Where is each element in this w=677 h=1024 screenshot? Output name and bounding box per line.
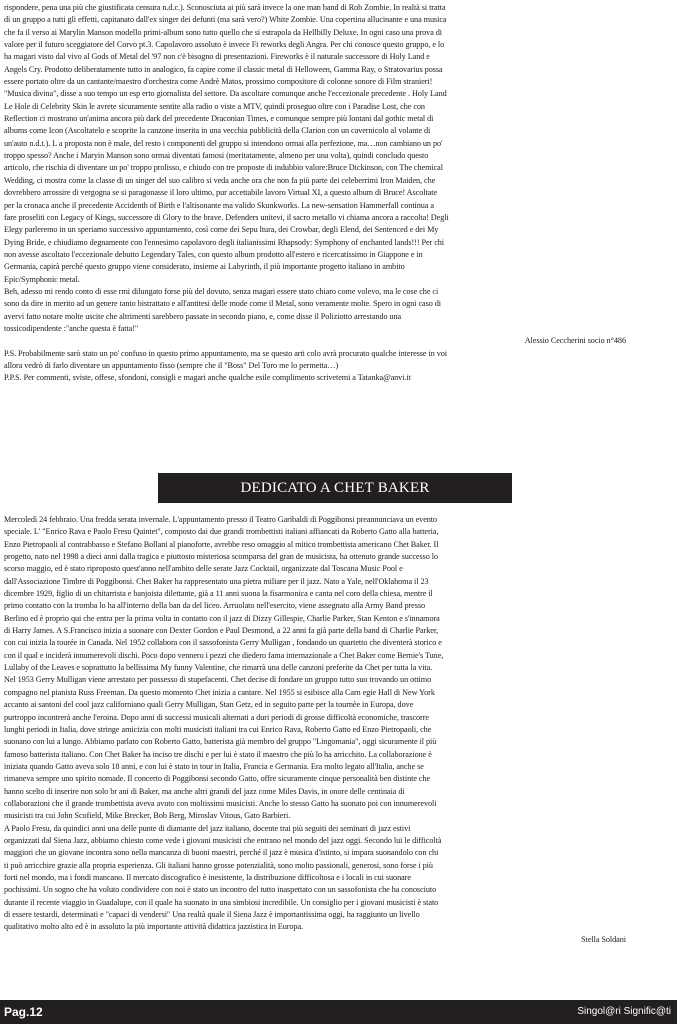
body-text-line: ha magari visto dal vivo al Gods of Metal del '97 non c'è bisogno di presentazioni. Fireworks è il naturale successore di Holy Land e <box>4 52 430 62</box>
body-text-line: troppo spesso? Anche i Maryin Manson sono ormai diventati famosi (meritatamente, almeno per una volta), quindi concludo questo <box>4 151 429 161</box>
body-text-line: musicisti tra cui John Scofield, Mike Brecker, Bob Berg, Miroslav Vitous, Gato Barbieri. <box>4 811 291 821</box>
body-text-line: A Paolo Fresu, da quindici anni una delle punte di diamante del jazz italiano, docente trai più seguiti dei seminari di jazz estivi <box>4 823 411 833</box>
body-text-line: che fa il verso ai Marylin Manson modello primi-album sono tutto quello che si estrapola da Hellbilly Deluxe. In ogni caso una prova di <box>4 27 443 37</box>
body-text-line: di un gruppo a tutti gli effetti, capitanato dall'ex singer dei defunti (ma sarà vero?) White Zombie. Una copertina allucinante e una musica <box>4 15 447 25</box>
article-title-banner <box>158 473 512 503</box>
article-metal-column <box>4 2 666 385</box>
body-text-line: fare proseliti con Legacy of Kings, successore di Glory to the brave. Defenders unitevi, il sacro metallo vi chiama ancora a raccolta! Degli <box>4 212 449 222</box>
body-text-line: famoso batterista italiano. Con Chet Baker ha inciso tre dischi e per lui è stato il maestro che più lo ha arricchito. La collaborazione è <box>4 749 432 759</box>
body-text-line: Berlino ed è proprio qui che entra per la prima volta in contatto con il jazz di Dizzy Gillespie, Charlie Parker, Stan Kenton e s'innamora <box>4 613 440 623</box>
body-text-line: rimaneva sempre uno spirito nomade. Il concerto di Poggibonsi secondo Gatto, offre sicuramente cinque personalità ben distinte che <box>4 774 431 784</box>
page-number: Pag.12 <box>4 1005 43 1019</box>
body-text-line: albums come Icon (Ascoltatelo e scoprite la canzone inserita in una vecchia pubblicità della Clarion con un cavernicolo al volante di <box>4 126 431 136</box>
body-text-line: Nel 1953 Gerry Mulligan viene arrestato per possesso di stupefacenti. Chet decise di fondare un gruppo tutto suo trovando un ottimo <box>4 675 432 685</box>
body-text-line: di essere testardi, determinati e "capaci di vendersi" Una realtà quale il Siena Jazz è importantissima oggi, ha raggiunto un livello <box>4 910 420 919</box>
body-text-line: ti può arricchire grazie alla propria esperienza. Gli italiani hanno grosse potenzialità, sono molto passionali, generosi, sono forse i più <box>4 860 433 870</box>
body-text-line: purtroppo incontrerà anche l'eroina. Dopo anni di successi musicali alternati a duri periodi di grosse difficoltà economiche, trascorre <box>4 712 429 722</box>
body-text-line: Beh, adesso mi rendo conto di esse rmi dilungato forse più del dovuto, senza magari essere stato chiaro come volevo, ma le cose che ci <box>4 286 439 296</box>
body-text-line: valore per il futuro sceggiatore del Corvo pt.3. Capolavoro assoluto è invece Fi reworks degli Angra. Per chi conosce questo gruppo, e lo <box>4 40 445 50</box>
body-text-line: non avesse ascoltato l'eccezionale debutto Legendary Tales, con questo album prodotto all'estero e ricercatissimo in Giappone e in <box>4 249 423 259</box>
body-text-line: Reflection ci mostrano un'anima ancora più dark del precedente Draconian Times, e comunque sempre più lontani dal gothic metal di <box>4 114 434 124</box>
body-text-line: per la cronaca anche il precedente Accidenth of Birth e l'altisonante ma valido Skunkworks. La new-sensation Hammerfall continua a <box>4 200 434 210</box>
body-text-line: dicembre 1929, figlio di un chitarrista e banjoista dilettante, già a 11 anni suona la fisarmonica e canta nel coro della chiesa, mentre il <box>4 589 433 599</box>
postscript-line: P.P.S. Per commenti, sviste, offese, sfondoni, consigli e magari anche qualche esile complimento scrivetemi a Tatanka@anvi.it <box>4 373 411 383</box>
body-text-line: con cui inizia la tourée in Canada. Nel 1952 collabora con il sassofonista Gerry Mulligan , fondando un quartetto che diventerà storico e <box>4 638 442 648</box>
body-text-line: Enzo Pietropaoli al contrabbasso e Stefano Bollani al pianoforte, avrebbe reso omaggio al mitico trombettista americano Chet Baker. Il <box>4 539 439 549</box>
body-text-line: un'auto n.d.t.). L a proposta non è male, del resto i componenti del gruppo si intendono ormai alla perfezione, ma…non cambiano un po' <box>4 138 443 148</box>
body-text-line: maggiori che un giovane incontra sono nella mancanza di buoni maestri, perché il jazz è musica d'istinto, si impara suonandolo con chi <box>4 848 439 858</box>
body-text-line: con il qual e inciderà innumerevoli dischi. Poco dopo vennero i pezzi che diedero fama internazionale a Chet Baker come Bernie's Tune, <box>4 650 444 660</box>
author-signature: Stella Soldani <box>581 934 626 944</box>
body-text-line: speciale. L' "Enrico Rava e Paolo Fresu Quintet", composto dai due grandi trombettisti italiani affiancati da Roberto Gatto alla batteria, <box>4 527 439 537</box>
body-text-line: organizzati dal Siena Jazz, abbiamo chiesto come vede i giovani musicisti che entrano nel mondo del jazz oggi. Secondo lui le difficoltà <box>4 835 442 845</box>
body-text-line: scorso maggio, ed è stato riproposto quest'anno nell'ambito delle serate Jazz Cocktail, organizzate dal Toscana Music Pool e <box>4 564 403 574</box>
body-text-line: Angels Cry. Prodotto deliberatamente tutto in analogico, fa capire come il classic metal di Helloween, Gamma Ray, o Stratovarius possa <box>4 64 443 74</box>
body-text-line: "Musica divina", disse a suo tempo un esp erto giornalista del settore. Da ascoltare comunque anche l'eccezionale precedente . Holy Land <box>4 89 447 99</box>
page-footer <box>0 1000 677 1024</box>
body-text-line: durante il recente viaggio in Guadalupe, con il quale ha suonato in una simbiosi incredibile. Un consiglio per i giovani musicisti è stato <box>4 897 439 907</box>
body-text-line: rispondere, pena una più che giustificata censura n.d.c.). Sconosciuta ai più sarà invece la one man band di Rob Zombie. In realtà si tratta <box>4 3 446 12</box>
author-signature: Alessio Ceccherini socio n°486 <box>524 336 626 346</box>
body-text-line: hanno scelto di inserire non solo br ani di Baker, ma anche altri grandi del jazz come Miles Davis, in onore delle centinaia di <box>4 786 405 796</box>
body-text-line: Germania, capirà perché questo gruppo viene considerato, insieme ai Labyrinth, il più importante progetto italiano in ambito <box>4 262 405 272</box>
body-text-line: collaborazioni che il grande trombettista aveva avuto con moltissimi musicisti. Anche lo stesso Gatto ha suonato poi con innumerevoli <box>4 798 437 808</box>
body-text-line: compagno nel pianista Russ Freeman. Da questo momento Chet inizia a cantare. Nel 1955 si esibisce alla Carn egie Hall di New York <box>4 687 435 697</box>
body-text-line: Dying Bride, e chiudiamo degnamente con l'ennesimo capolavoro degli italianissimi Rhapsody: Symphony of enchanted lands!!! Per chi <box>4 237 445 247</box>
body-text-line: suonano con lui a lungo. Abbiamo parlato con Roberto Gatto, batterista già membro del gruppo "Lingomania", oggi sicuramente il più <box>4 737 437 747</box>
body-text-line: dovrebbero arrossire di vergogna se si paragonasse il loro ultimo, pur accettabile lavoro Virtual XI, a questo album di Bruce! Ascoltate <box>4 188 438 198</box>
body-text-line: lunghi periodi in Italia, dove stringe amicizia con molti musicisti italiani tra cui Enrico Rava, Roberto Gatto ed Enzo Pietropaoli, che <box>4 724 432 734</box>
postscript-line: allora vedrò di farlo diventare un appuntamento fisso (sempre che il "Boss" Del Toro me lo permetta…) <box>4 360 339 370</box>
body-text-line: pochissimi. Un sogno che ha voluto condividere con noi è stato un incontro del tutto inaspettato con un sassofonista che ha conosciuto <box>4 885 437 895</box>
body-text-line: primo contatto con la tromba lo ha all'interno della ban da del liceo. Arruolato nell'esercito, viene assegnato alla Army Band presso <box>4 601 426 611</box>
body-text-line: Wedding, ci mostra come la classe di un singer del suo calibro si veda anche ora che non fa più parte dei celeberrimi Iron Maiden, che <box>4 175 436 185</box>
body-text-line: Elegy parleremo in un speriamo successivo appuntamento, così come dei Sepu ltura, dei Crowbar, degli Elend, dei Sentenced e dei My <box>4 225 439 235</box>
postscript-line: P.S. Probabilmente sarò stato un po' confuso in questo primo appuntamento, ma se questo arti colo avrà procurato qualche interesse in voi <box>4 348 448 358</box>
body-text-line: Lullaby of the Leaves e soprattutto la bellissima My funny Valentine, che rimarrà una delle canzoni preferite da Chet per tutta la vita. <box>4 663 433 673</box>
body-text-line: progetto, nato nel 1998 a dieci anni dalla tragica e piuttosto misteriosa scomparsa del gran de musicista, ha ottenuto grande successo lo <box>4 552 439 562</box>
body-text-line: sono da dire in merito ad un genere tanto bistrattato e all'antitesi delle mode come il Metal, sono veramente molte. Spero in ogni caso di <box>4 299 442 309</box>
body-text-line: articolo, che rischia di diventare un po' troppo prolisso, e chiudo con tre proposte di indubbio valore:Bruce Dickinson, con The chemical <box>4 163 443 173</box>
body-text-line: avervi fatto notare molte uscite che altrimenti sarebbero passate in secondo piano, e, come disse il Poliziotto arrestando una <box>4 311 402 321</box>
publication-name: Singol@ri Signific@ti <box>577 1006 671 1017</box>
body-text-line: tossicodipendente :"anche questa è fatta!" <box>4 323 139 333</box>
body-text-line: iniziata quando Gatto aveva solo 18 anni, e con lui è stato in tour in Italia, Francia e Germania. Era molto legato all'Italia, anche se <box>4 761 424 771</box>
body-text-line: Mercoledì 24 febbraio. Una fredda serata invernale. L'appuntamento presso il Teatro Garibaldi di Poggibonsi preannunciava un evento <box>4 515 438 524</box>
body-text-line: essere portato oltre da un cantante/maestro d'orchestra come Andrè Matos, prossimo compositore di colonne sonore di Film stranieri! <box>4 77 433 87</box>
body-text-line: accanto ai santoni del cool jazz californiano quali Gerry Mulligan, Stan Getz, ed in seguito parte per la tournèe in Europa, dove <box>4 700 414 710</box>
article-title: DEDICATO A CHET BAKER <box>240 480 430 496</box>
body-text-line: Le Hole di Celebrity Skin le avrete sicuramente sentite alla radio o viste a MTV, quindi proseguo oltre con i Paradise Lost, che con <box>4 101 425 111</box>
article-chet-baker-column <box>4 514 666 946</box>
body-text-line: qualitativo molto alto ed è in assoluto la più importante attività didattica jazzistica in Europa. <box>4 922 304 932</box>
body-text-line: forti nel mondo, ma i fondi mancano. Il mercato discografico è inesistente, la distribuzione difficoltosa e i locali in cui suonare <box>4 872 411 882</box>
body-text-line: dall'Associazione Timbre di Poggibonsi. Chet Baker ha rappresentato una pietra miliare per il jazz. Nato a Yale, nell'Oklahoma il 23 <box>4 576 429 586</box>
body-text-line: di Harry James. A S.Francisco inizia a suonare con Dexter Gordon e Paul Desmond, a 22 anni fa già parte della band di Charlie Parker, <box>4 626 439 636</box>
body-text-line: Epic/Symphonic metal. <box>4 274 80 284</box>
